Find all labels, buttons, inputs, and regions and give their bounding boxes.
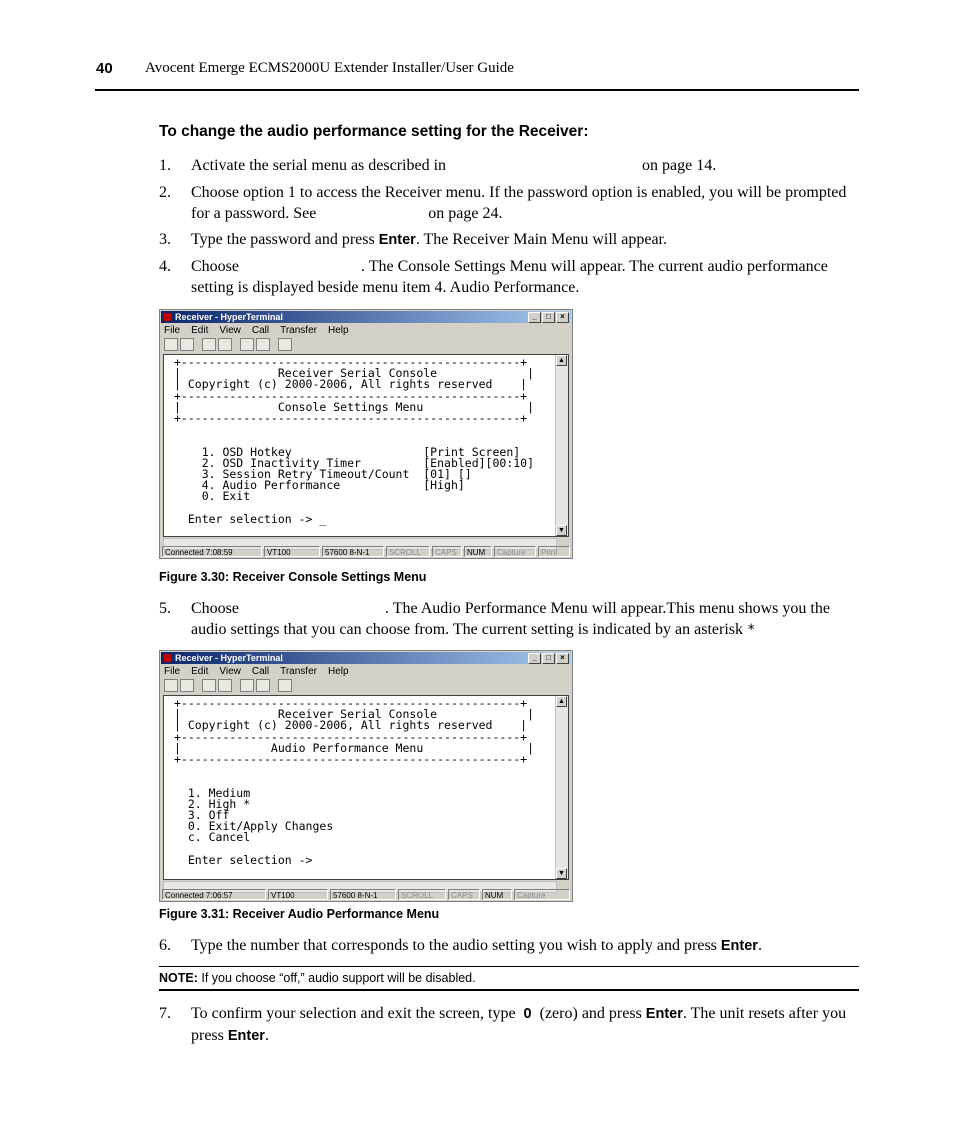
properties-icon[interactable] [278, 679, 292, 692]
status-port-settings: 57600 8-N-1 [322, 546, 384, 557]
menu-transfer[interactable]: Transfer [280, 666, 317, 677]
step-number: 6. [159, 937, 171, 954]
step-number: 2. [159, 184, 171, 201]
window-title: Receiver - HyperTerminal [175, 312, 283, 322]
scroll-up-icon[interactable]: ▲ [556, 355, 567, 366]
menu-edit[interactable]: Edit [191, 666, 209, 677]
status-scroll: SCROLL [398, 889, 446, 900]
window-controls [527, 312, 569, 322]
disconnect-icon[interactable] [218, 338, 232, 351]
status-capture: Capture [494, 546, 536, 557]
menu-bar [164, 665, 360, 678]
status-connected: Connected 7:06:57 [162, 889, 266, 900]
new-icon[interactable] [164, 679, 178, 692]
key-enter: Enter [720, 938, 758, 954]
status-bar [162, 546, 570, 558]
toolbar [164, 679, 294, 693]
step-number: 4. [159, 258, 171, 275]
status-emulation: VT100 [268, 889, 328, 900]
note-top-rule [159, 966, 859, 967]
step-text: Choose option 1 to access the Receiver menu. If the password option is enabled, you will be prompted for a password. See on page 24. [191, 184, 847, 222]
toolbar [164, 338, 294, 352]
maximize-icon[interactable]: □ [542, 312, 555, 323]
figure-caption-3-31: Figure 3.31: Receiver Audio Performance Menu [159, 907, 440, 921]
menu-edit[interactable]: Edit [191, 325, 209, 336]
open-icon[interactable] [180, 679, 194, 692]
close-icon[interactable]: × [556, 312, 569, 323]
header-rule [95, 89, 859, 91]
step-number: 1. [159, 157, 171, 174]
hyperterminal-icon [163, 654, 172, 662]
hyperterminal-window-console-settings [159, 309, 573, 559]
terminal-screen[interactable] [163, 695, 569, 880]
receive-icon[interactable] [256, 679, 270, 692]
vertical-scrollbar[interactable] [555, 696, 568, 879]
step-text: Type the password and press Enter. The Receiver Main Menu will appear. [191, 231, 667, 248]
terminal-screen[interactable] [163, 354, 569, 537]
disconnect-icon[interactable] [218, 679, 232, 692]
step-text: Choose . The Console Settings Menu will appear. The current audio performance setting is displayed beside menu item 4. Audio Performance. [191, 258, 828, 296]
menu-file[interactable]: File [164, 325, 181, 336]
menu-view[interactable]: View [219, 666, 241, 677]
window-titlebar [161, 652, 571, 664]
close-icon[interactable]: × [556, 653, 569, 664]
step-text: To confirm your selection and exit the screen, type 0 (zero) and press Enter. The unit resets after you press Enter. [191, 1005, 847, 1044]
step-number: 3. [159, 231, 171, 248]
status-print: Print [538, 546, 570, 557]
minimize-icon[interactable]: _ [528, 312, 541, 323]
terminal-text: +-------------------------------------------------+ | Receiver Serial Console | | Copyright (c) 2000-2006, All rights reserved | +-------------------------------------------------+ | Console Settings Menu | +-------------------------------------------------+ 1. OSD Hotkey [Print Screen] 2. OSD Inactivity Timer [Enabled][00:10] 3. Session Retry Timeout/Count [01] [] 4. Audio Performance [High] 0. Exit Enter selection -> _ [174, 355, 535, 526]
scroll-down-icon[interactable]: ▼ [556, 525, 567, 536]
key-zero: 0 [523, 1006, 532, 1022]
step-text: Activate the serial menu as described in on page 14. [191, 157, 717, 174]
new-icon[interactable] [164, 338, 178, 351]
menu-transfer[interactable]: Transfer [280, 325, 317, 336]
step-text: Choose . The Audio Performance Menu will appear.This menu shows you the audio settings that you can choose from. The current setting is indicated by an asterisk * [191, 600, 830, 638]
hyperterminal-window-audio-performance [159, 650, 573, 902]
status-capture: Capture [514, 889, 570, 900]
status-num: NUM [464, 546, 492, 557]
page-number: 40 [96, 60, 113, 77]
scroll-up-icon[interactable]: ▲ [556, 696, 567, 707]
menu-call[interactable]: Call [251, 666, 270, 677]
note-label: NOTE: [159, 971, 198, 985]
minimize-icon[interactable]: _ [528, 653, 541, 664]
status-caps: CAPS [432, 546, 462, 557]
maximize-icon[interactable]: □ [542, 653, 555, 664]
note [159, 971, 476, 985]
properties-icon[interactable] [278, 338, 292, 351]
vertical-scrollbar[interactable] [555, 355, 568, 536]
menu-file[interactable]: File [164, 666, 181, 677]
status-caps: CAPS [448, 889, 480, 900]
scroll-down-icon[interactable]: ▼ [556, 868, 567, 879]
window-title: Receiver - HyperTerminal [175, 653, 283, 663]
status-bar [162, 889, 570, 901]
key-enter: Enter [378, 232, 416, 248]
connect-icon[interactable] [202, 679, 216, 692]
open-icon[interactable] [180, 338, 194, 351]
menu-bar [164, 324, 360, 337]
status-scroll: SCROLL [386, 546, 430, 557]
status-port-settings: 57600 8-N-1 [330, 889, 396, 900]
note-bottom-rule [159, 989, 859, 991]
send-icon[interactable] [240, 338, 254, 351]
key-enter: Enter [645, 1006, 683, 1022]
terminal-text: +-------------------------------------------------+ | Receiver Serial Console | | Copyright (c) 2000-2006, All rights reserved | +-------------------------------------------------+ | Audio Performance Menu | +-------------------------------------------------+ 1. Medium 2. High * 3. Off 0. Exit/Apply Changes c. Cancel Enter selection -> [174, 696, 535, 867]
figure-caption-3-30: Figure 3.30: Receiver Console Settings Menu [159, 570, 427, 584]
running-header-title: Avocent Emerge ECMS2000U Extender Installer/User Guide [145, 60, 514, 76]
note-text: If you choose “off,” audio support will be disabled. [201, 971, 476, 985]
key-enter: Enter [227, 1028, 265, 1044]
status-connected: Connected 7:08:59 [162, 546, 262, 557]
connect-icon[interactable] [202, 338, 216, 351]
menu-help[interactable]: Help [327, 666, 349, 677]
status-emulation: VT100 [264, 546, 320, 557]
window-controls [527, 653, 569, 663]
hyperterminal-icon [163, 313, 172, 321]
receive-icon[interactable] [256, 338, 270, 351]
step-text: Type the number that corresponds to the audio setting you wish to apply and press Enter. [191, 937, 762, 954]
step-number: 7. [159, 1005, 171, 1022]
menu-call[interactable]: Call [251, 325, 270, 336]
window-titlebar [161, 311, 571, 323]
section-title: To change the audio performance setting for the Receiver: [159, 123, 589, 140]
menu-view[interactable]: View [219, 325, 241, 336]
send-icon[interactable] [240, 679, 254, 692]
menu-help[interactable]: Help [327, 325, 349, 336]
step-number: 5. [159, 600, 171, 617]
asterisk-mark: * [747, 622, 756, 638]
status-num: NUM [482, 889, 512, 900]
